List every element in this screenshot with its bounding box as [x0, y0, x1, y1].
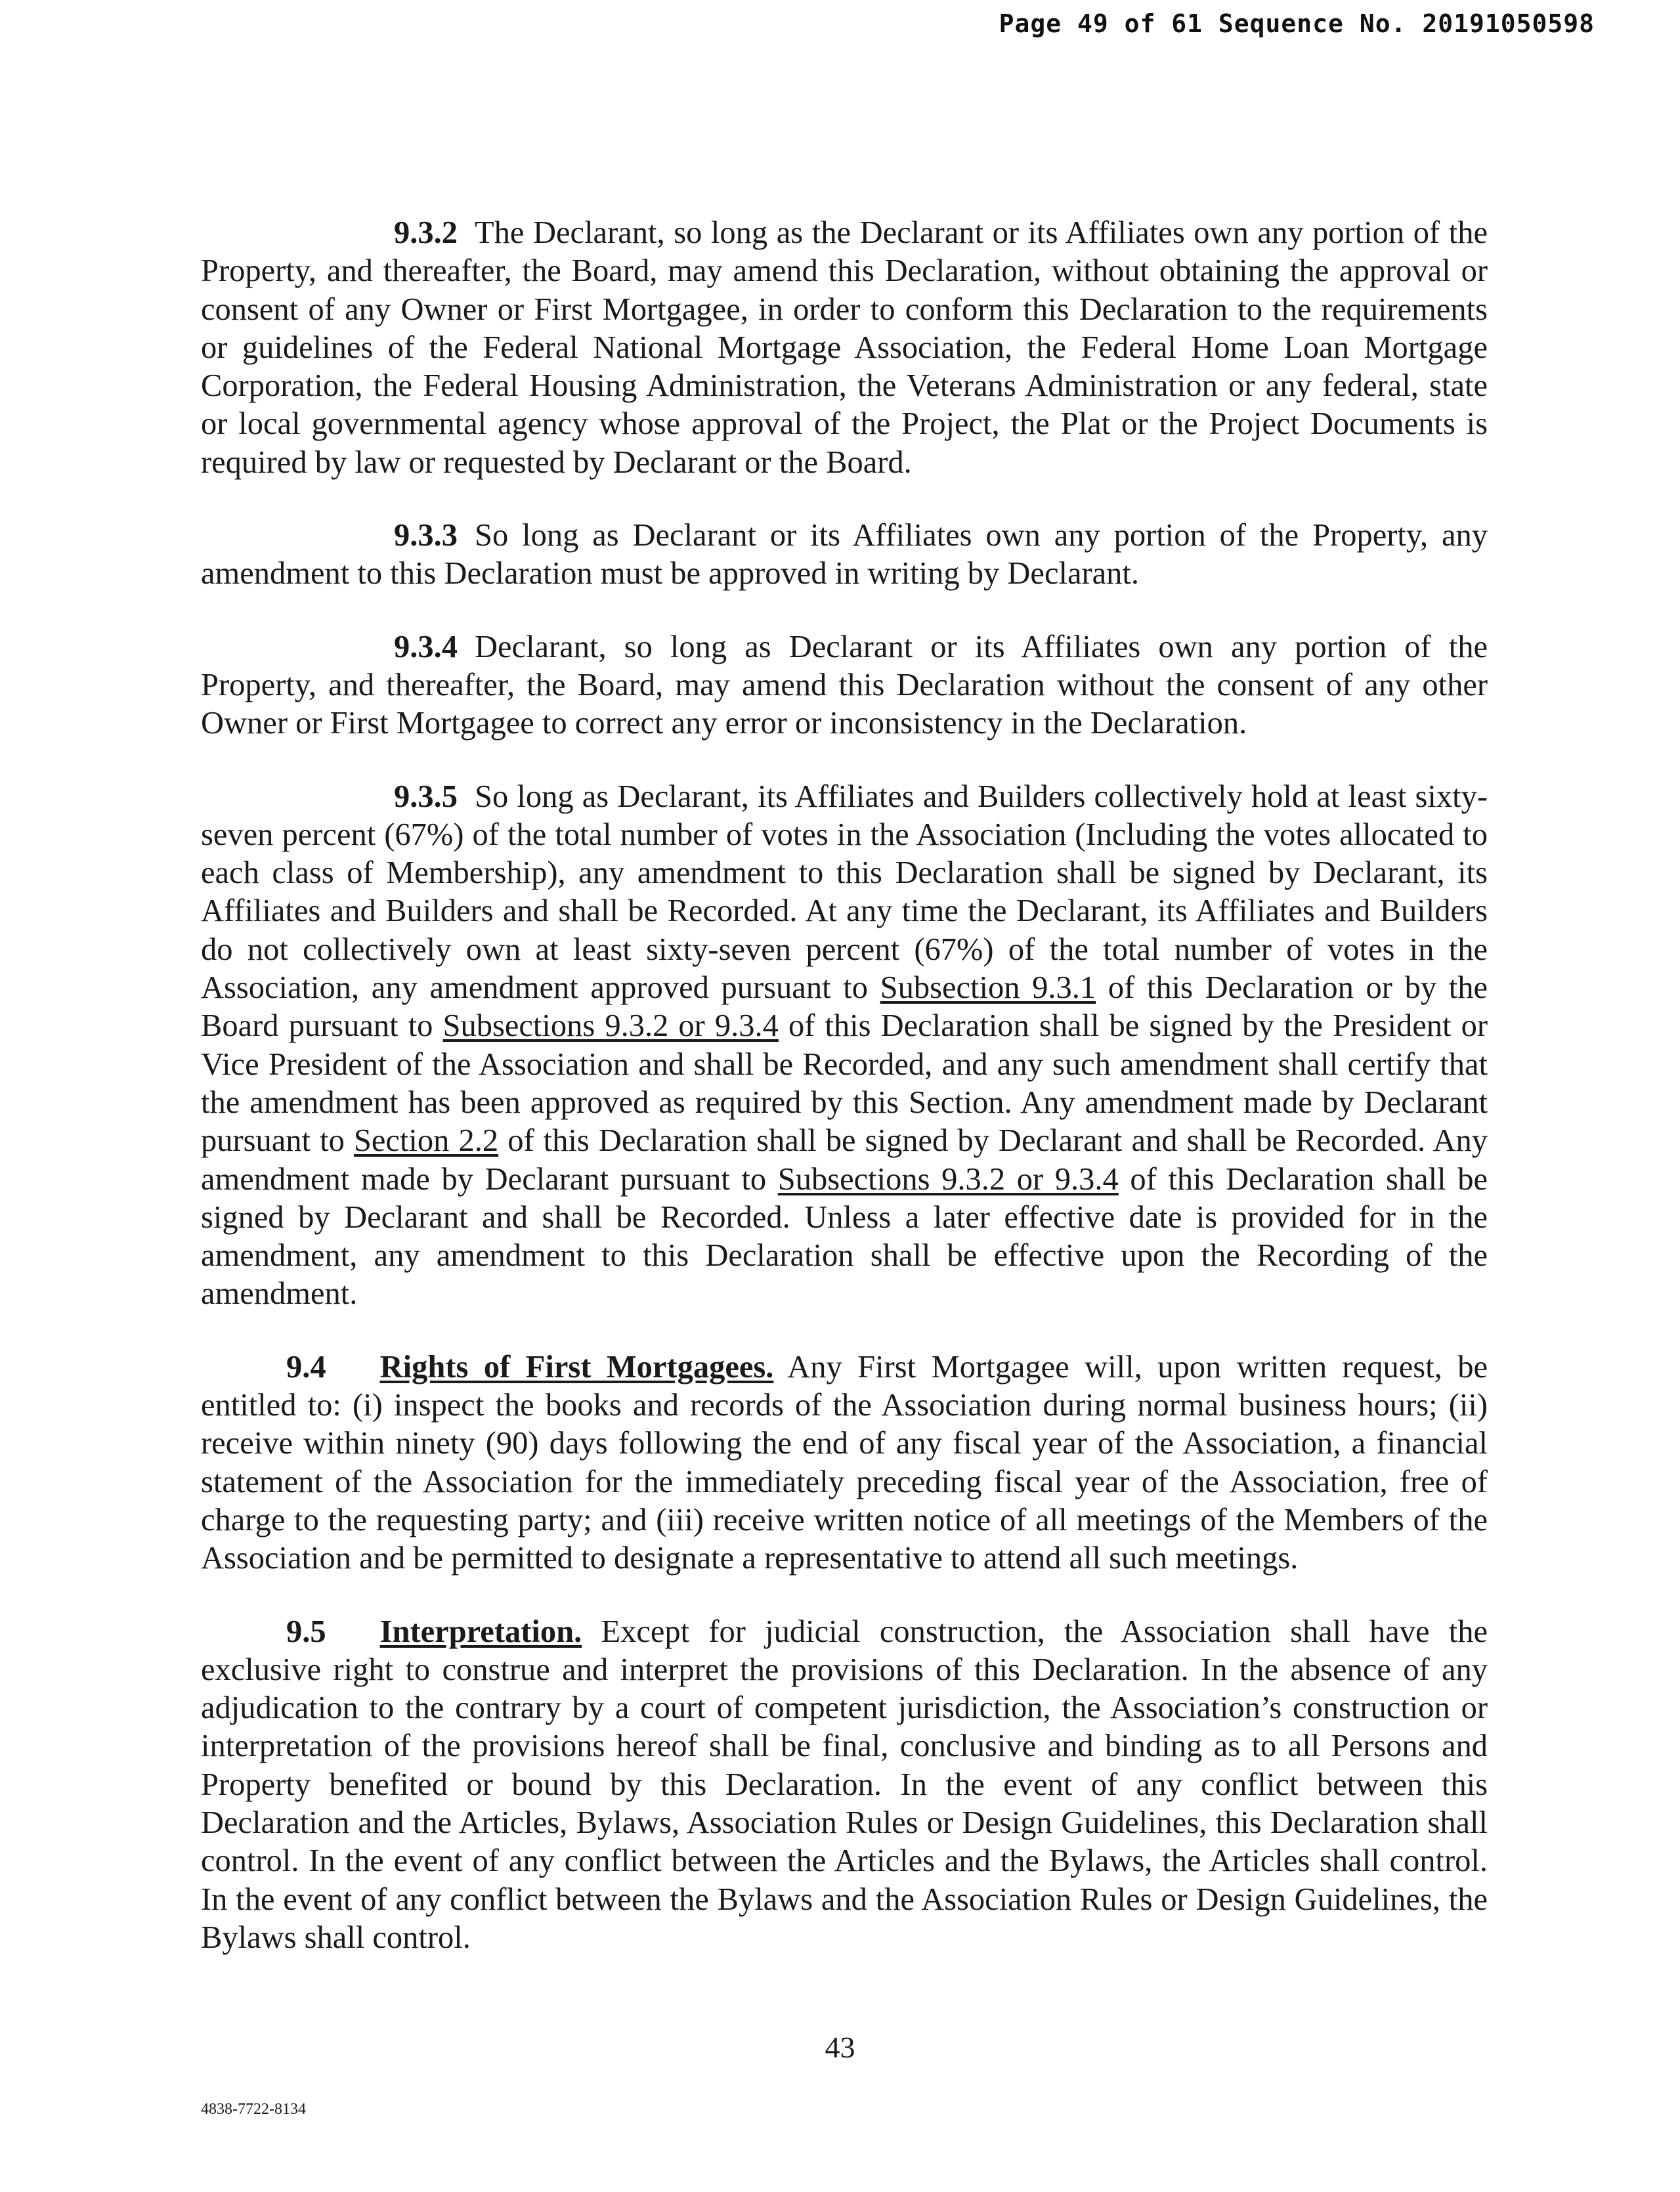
- paragraph-text: of this Declaration shall be signed by Declarant and shall be Recorded. Any amendment made by Declarant pursuant to: [201, 1123, 1488, 1197]
- paragraph-text: So long as Declarant, its Affiliates and Builders collectively hold at least sixty-seven percent (67%) of the total number of votes in the Association (Including the votes allocated to each class of Membership), any amendment to this Declaration shall be signed by Declarant, its Affiliates and Builders and shall be Recorded. At any time the Declarant, its Affiliates and Builders do not collectively own at least sixty-seven percent (67%) of the total number of votes in the Association, any amendment approved pursuant to: [201, 779, 1488, 1006]
- page-number: 43: [825, 2031, 855, 2064]
- section-heading: Rights of First Mortgagees.: [379, 1349, 774, 1385]
- document-body: [201, 214, 1488, 1957]
- paragraph-text: of this Declaration or by the Board pursuant to: [201, 970, 1488, 1044]
- paragraph-text: Except for judicial construction, the Association shall have the exclusive right to construe and interpret the provisions of this Declaration. In the absence of any adjudication to the contrary by a court of competent jurisdiction, the Association’s construction or interpretation of the provisions hereof shall be final, conclusive and binding as to all Persons and Property benefited or bound by this Declaration. In the event of any conflict between this Declaration and the Articles, Bylaws, Association Rules or Design Guidelines, this Declaration shall control. In the event of any conflict between the Articles and the Bylaws, the Articles shall control. In the event of any conflict between the Bylaws and the Association Rules or Design Guidelines, the Bylaws shall control.: [201, 1614, 1488, 1955]
- paragraph-9-5: [201, 1613, 1488, 1958]
- subsection-reference: Subsections 9.3.2 or 9.3.4: [442, 1008, 779, 1044]
- section-heading: Interpretation.: [379, 1614, 582, 1649]
- section-number: 9.5: [286, 1614, 326, 1649]
- section-number: 9.3.4: [394, 629, 458, 664]
- paragraph-text: of this Declaration shall be signed by Declarant and shall be Recorded. Unless a later effective date is provided for in the amendment, any amendment to this Declaration shall be effective upon the Recording of the amendment.: [201, 1161, 1488, 1312]
- paragraph-text: So long as Declarant or its Affiliates own any portion of the Property, any amendment to this Declaration must be approved in writing by Declarant.: [201, 518, 1488, 591]
- paragraph-text: of this Declaration shall be signed by the President or Vice President of the Association and shall be Recorded, and any such amendment shall certify that the amendment has been approved as required by this Section. Any amendment made by Declarant pursuant to: [201, 1008, 1488, 1159]
- section-reference: Section 2.2: [353, 1123, 499, 1159]
- section-number: 9.3.5: [394, 779, 458, 814]
- paragraph-9-3-5: [201, 778, 1488, 1314]
- subsection-reference: Subsections 9.3.2 or 9.3.4: [777, 1161, 1119, 1197]
- paragraph-text: The Declarant, so long as the Declarant or its Affiliates own any portion of the Property, and thereafter, the Board, may amend this Declaration, without obtaining the approval or consent of any Owner or First Mortgagee, in order to conform this Declaration to the requirements or guidelines of the Federal National Mortgage Association, the Federal Home Loan Mortgage Corporation, the Federal Housing Administration, the Veterans Administration or any federal, state or local governmental agency whose approval of the Project, the Plat or the Project Documents is required by law or requested by Declarant or the Board.: [201, 215, 1488, 480]
- section-number: 9.3.3: [394, 518, 458, 553]
- subsection-reference: Subsection 9.3.1: [880, 970, 1096, 1006]
- section-number: 9.4: [286, 1349, 326, 1385]
- sequence-stamp: Page 49 of 61 Sequence No. 20191050598: [999, 9, 1595, 38]
- paragraph-9-3-3: [201, 517, 1488, 593]
- paragraph-9-3-4: [201, 628, 1488, 743]
- paragraph-9-4: [201, 1348, 1488, 1578]
- paragraph-text: Declarant, so long as Declarant or its Affiliates own any portion of the Property, and thereafter, the Board, may amend this Declaration without the consent of any other Owner or First Mortgagee to correct any error or inconsistency in the Declaration.: [201, 629, 1488, 741]
- section-number: 9.3.2: [394, 215, 458, 250]
- paragraph-9-3-2: [201, 214, 1488, 482]
- paragraph-text: Any First Mortgagee will, upon written request, be entitled to: (i) inspect the books and records of the Association during normal business hours; (ii) receive within ninety (90) days following the end of any fiscal year of the Association, a financial statement of the Association for the immediately preceding fiscal year of the Association, free of charge to the requesting party; and (iii) receive written notice of all meetings of the Members of the Association and be permitted to designate a representative to attend all such meetings.: [201, 1349, 1488, 1576]
- document-id: 4838-7722-8134: [201, 2101, 306, 2118]
